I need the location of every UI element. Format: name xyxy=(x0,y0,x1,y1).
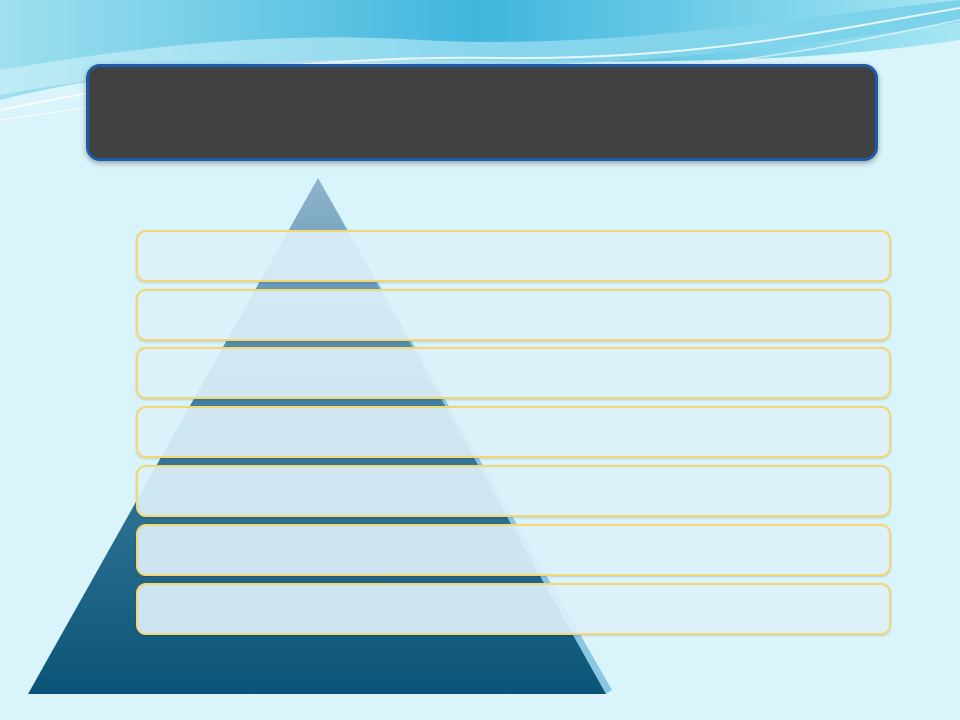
pyramid-level-2 xyxy=(136,289,891,341)
pyramid-level-1 xyxy=(136,230,891,282)
title-bar xyxy=(86,64,878,161)
pyramid-level-6 xyxy=(136,524,891,576)
pyramid-level-3 xyxy=(136,347,891,399)
pyramid-level-4 xyxy=(136,406,891,458)
pyramid-level-7 xyxy=(136,583,891,635)
pyramid-level-5 xyxy=(136,465,891,517)
